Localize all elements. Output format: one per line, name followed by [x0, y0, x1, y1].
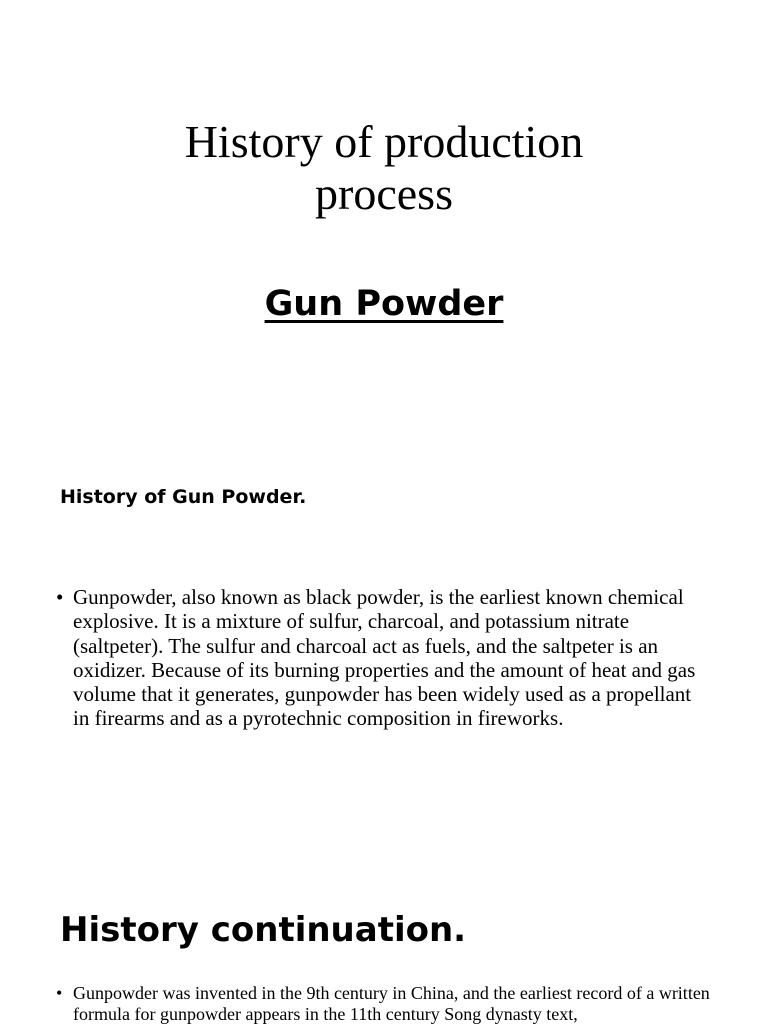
bullet-item-history: [56, 585, 706, 731]
bullet-text-history: Gunpowder, also known as black powder, is the earliest known chemical explosive. It is a mixture of sulfur, charcoal, and potassium nitrate (saltpeter). The sulfur and charcoal act as fuels, and the saltpeter is an oxidizer. Because of its burning properties and the amount of heat and gas volume that it generates, gunpowder has been widely used as a propellant in firearms and as a pyrotechnic composition in fireworks.: [73, 585, 696, 731]
page-title-line-1: History of production: [184, 116, 584, 167]
bullet-dot-icon: •: [56, 983, 63, 1003]
bullet-text-continuation: Gunpowder was invented in the 9th century in China, and the earliest record of a written formula for gunpowder appears in the 11th century Song dynasty text,: [73, 983, 710, 1024]
section-heading-continuation: History continuation.: [60, 910, 467, 950]
page-title: [0, 116, 768, 220]
page-title-line-2: process: [315, 168, 453, 219]
section-heading-history: History of Gun Powder.: [60, 486, 307, 508]
bullet-dot-icon: •: [56, 585, 64, 609]
bullet-item-continuation: [56, 983, 736, 1024]
page-subtitle: Gun Powder: [264, 284, 504, 324]
